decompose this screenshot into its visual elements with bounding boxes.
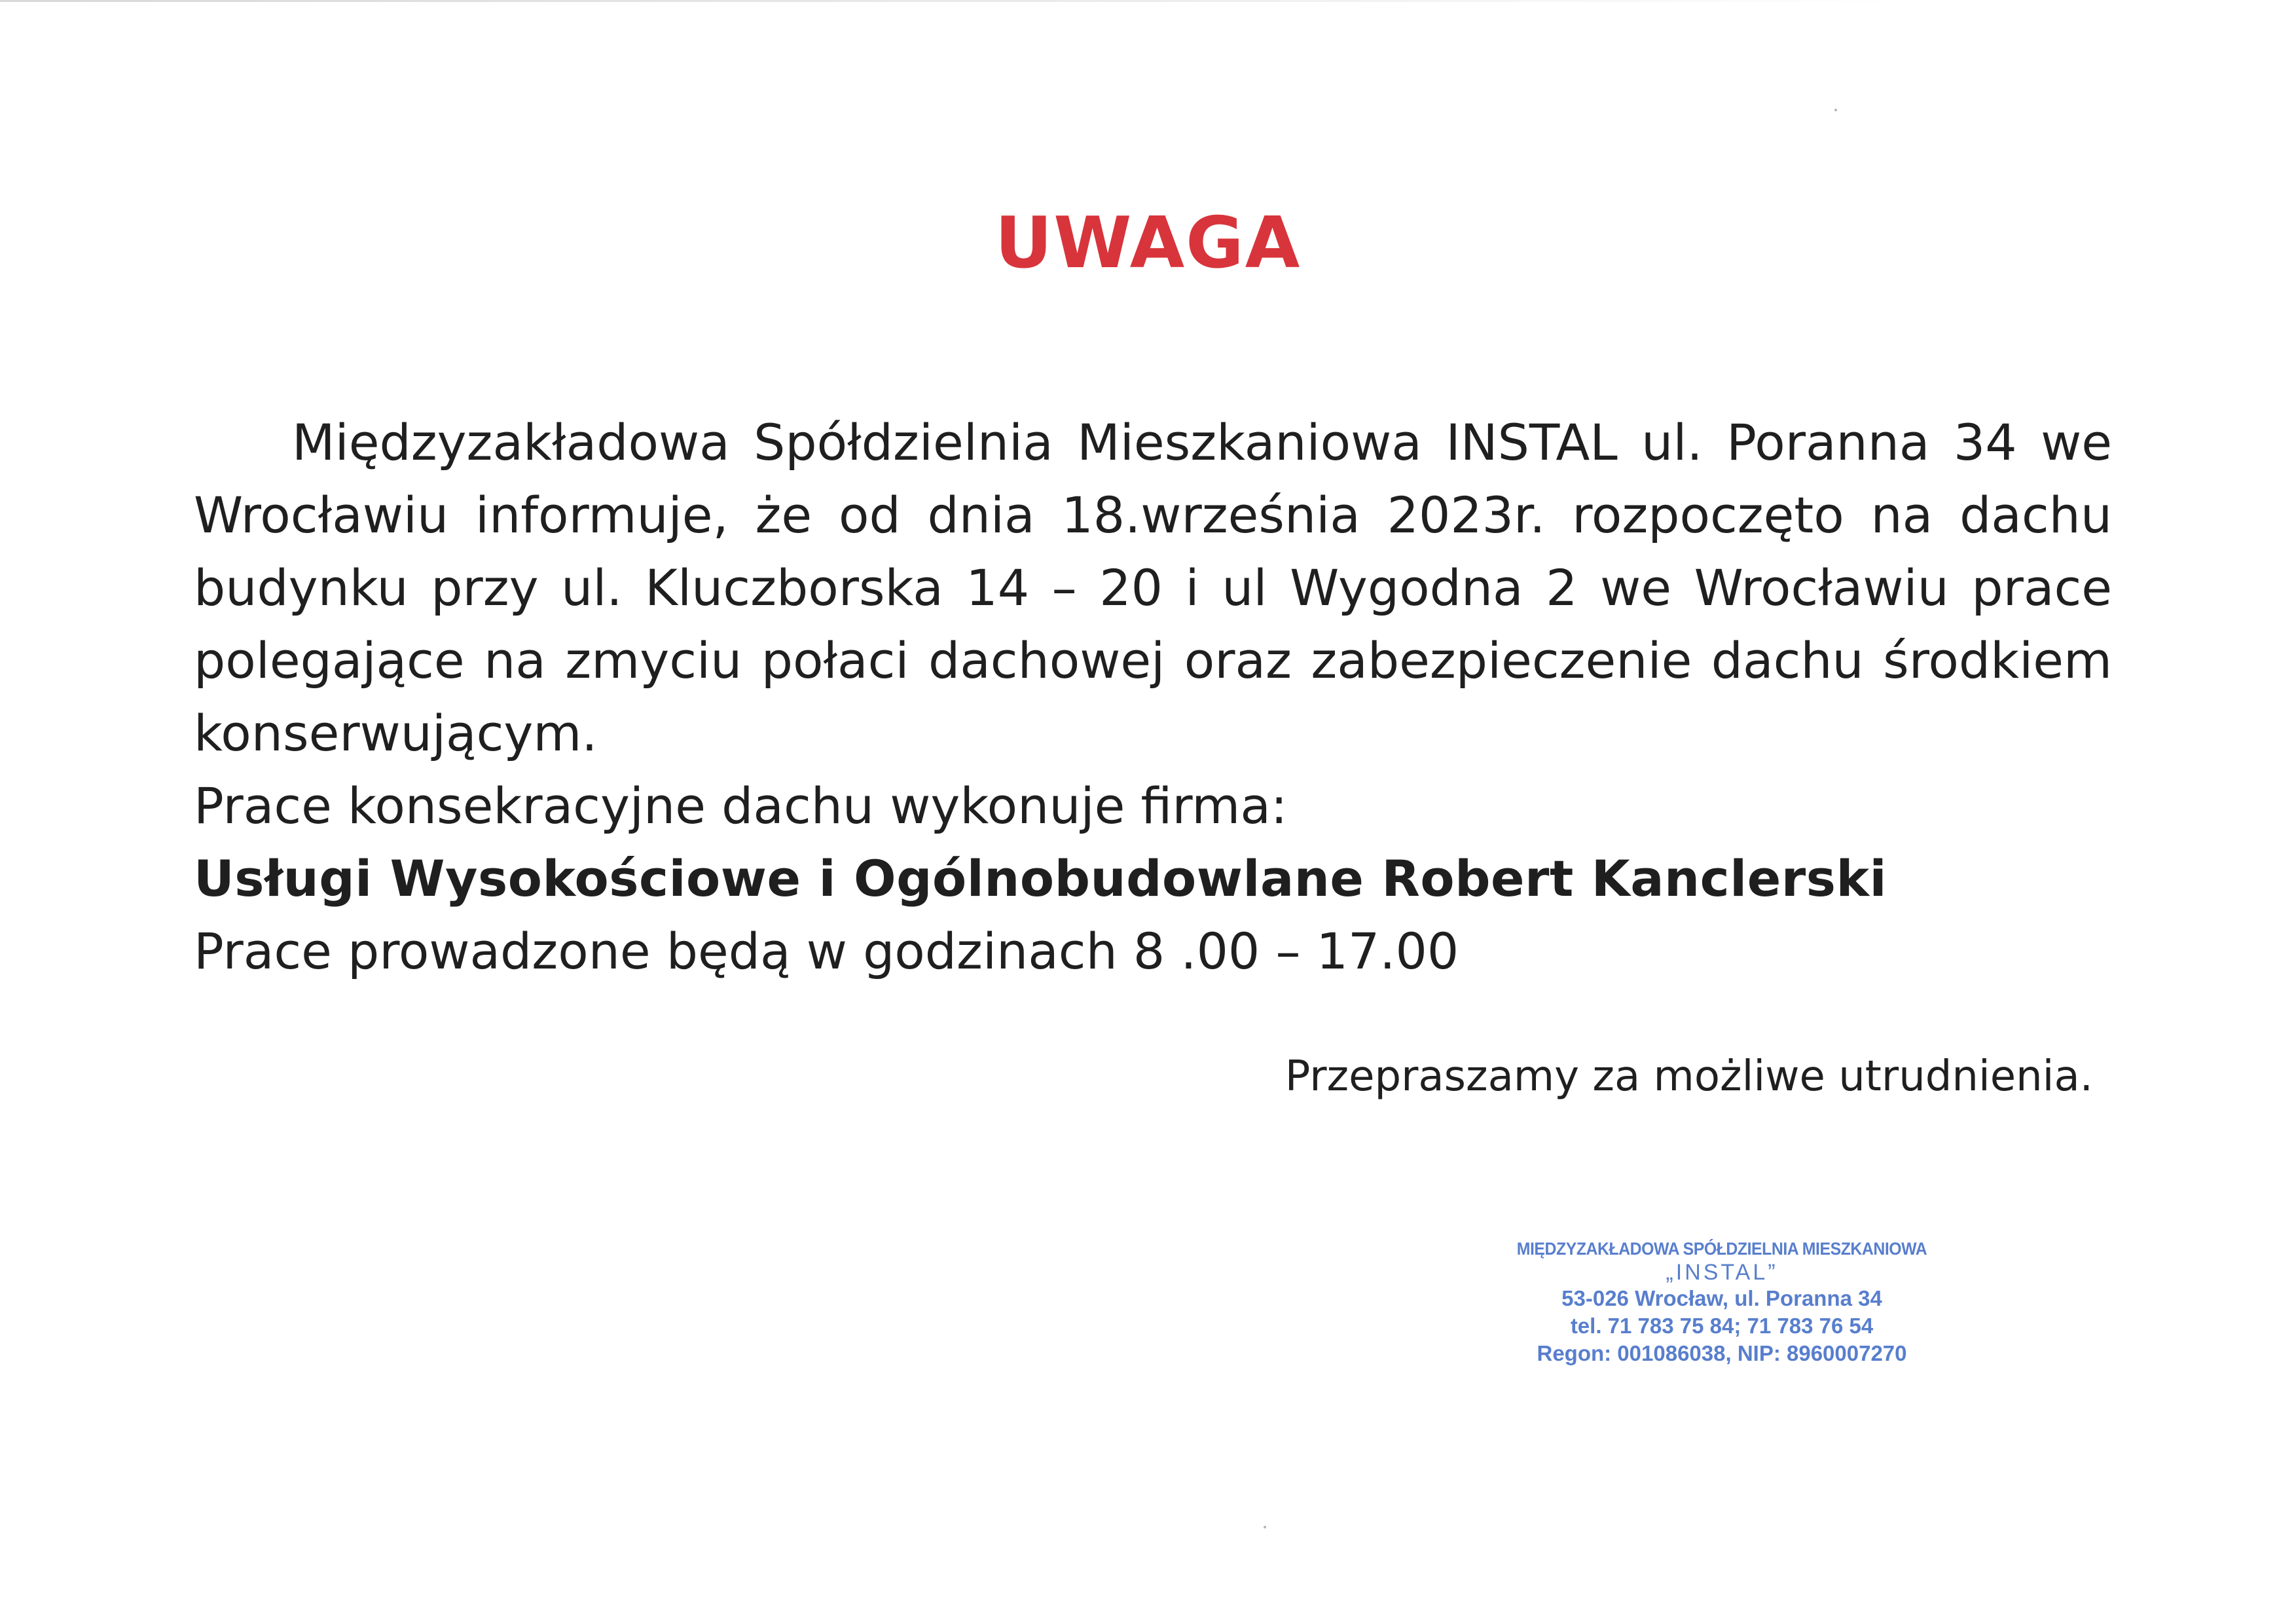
stamp-ids: Regon: 001086038, NIP: 8960007270 <box>1537 1341 1907 1365</box>
company-stamp <box>1493 1238 1951 1367</box>
scan-speck <box>1264 1526 1266 1528</box>
notice-title: UWAGA <box>994 202 1302 284</box>
stamp-organization: MIĘDZYZAKŁADOWA SPÓŁDZIELNIA MIESZKANIOWA <box>1516 1239 1927 1259</box>
stamp-address: 53-026 Wrocław, ul. Poranna 34 <box>1561 1286 1882 1310</box>
work-hours: Prace prowadzone będą w godzinach 8 .00 – 17.00 <box>194 922 1459 980</box>
notice-paragraph: Międzyzakładowa Spółdzielnia Mieszkaniowa INSTAL ul. Poranna 34 we Wrocławiu informuje, że od dnia 18.września 2023r. rozpoczęto na dachu budynku przy ul. Kluczborska 14 – 20 i ul Wygodna 2 we Wrocławiu prace polegające na zmyciu połaci dachowej oraz zabezpieczenie dachu środkiem konserwującym. <box>194 413 2112 762</box>
scan-speck <box>1834 109 1837 111</box>
apology-line: Przepraszamy za możliwe utrudnienia. <box>1285 1052 2093 1101</box>
scan-top-edge <box>0 0 1899 2</box>
stamp-name: „INSTAL” <box>1666 1260 1778 1285</box>
contractor-name: Usługi Wysokościowe i Ogólnobudowlane Robert Kanclerski <box>194 849 1887 908</box>
notice-body <box>194 406 2112 987</box>
stamp-phone: tel. 71 783 75 84; 71 783 76 54 <box>1570 1314 1874 1338</box>
contractor-intro: Prace konsekracyjne dachu wykonuje firma: <box>194 777 1288 835</box>
